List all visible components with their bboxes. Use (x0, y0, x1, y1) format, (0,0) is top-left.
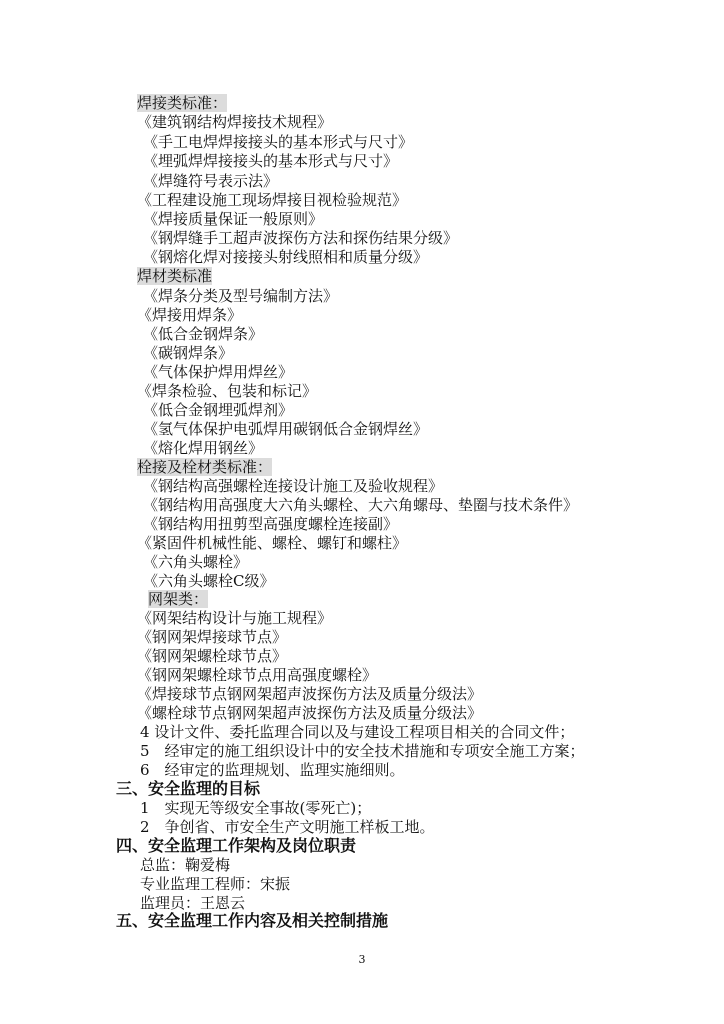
basis-item: 6 经审定的监理规划、监理实施细则。 (140, 761, 405, 779)
standard-item: 《六角头螺栓C级》 (143, 572, 275, 590)
standard-item: 《网架结构设计与施工规程》 (137, 609, 333, 627)
section-5-title: 五、安全监理工作内容及相关控制措施 (116, 911, 389, 930)
standard-item: 《紧固件机械性能、螺栓、螺钉和螺柱》 (137, 534, 408, 552)
standard-item: 《埋弧焊焊接接头的基本形式与尺寸》 (143, 152, 399, 170)
goal-item: 2 争创省、市安全生产文明施工样板工地。 (140, 818, 435, 836)
weld-material-heading: 焊材类标准 (137, 267, 213, 285)
basis-item: 5 经审定的施工组织设计中的安全技术措施和专项安全施工方案； (140, 742, 585, 760)
standard-item: 《焊接用焊条》 (137, 306, 243, 324)
welding-standards-heading: 焊接类标准： (137, 94, 228, 112)
standard-item: 《钢结构用扭剪型高强度螺栓连接副》 (143, 515, 399, 533)
standard-item: 《钢焊缝手工超声波探伤方法和探伤结果分级》 (143, 229, 459, 247)
page-number: 3 (358, 953, 366, 966)
standard-item: 《焊接质量保证一般原则》 (143, 210, 324, 228)
goal-item: 1 实现无等级安全事故(零死亡)； (140, 799, 372, 817)
staff-item: 监理员：王恩云 (140, 894, 246, 912)
standard-item: 《低合金钢埋弧焊剂》 (143, 401, 294, 419)
standard-item: 《螺栓球节点钢网架超声波探伤方法及质量分级法》 (137, 704, 483, 722)
standard-item: 《碳钢焊条》 (143, 344, 234, 362)
standard-item: 《焊条分类及型号编制方法》 (143, 287, 339, 305)
standard-item: 《焊条检验、包装和标记》 (137, 382, 318, 400)
standard-item: 《熔化焊用钢丝》 (143, 439, 264, 457)
standard-item: 《低合金钢焊条》 (143, 325, 264, 343)
standard-item: 《焊接球节点钢网架超声波探伤方法及质量分级法》 (137, 685, 483, 703)
standard-item: 《工程建设施工现场焊接目视检验规范》 (137, 191, 408, 209)
grid-standards-heading: 网架类： (148, 590, 209, 608)
bolt-standards-heading: 栓接及栓材类标准： (137, 458, 273, 476)
basis-item: 4 设计文件、委托监理合同以及与建设工程项目相关的合同文件； (140, 723, 575, 741)
standard-item: 《氢气体保护电弧焊用碳钢低合金钢焊丝》 (143, 420, 429, 438)
staff-item: 专业监理工程师：宋振 (140, 875, 291, 893)
standard-item: 《建筑钢结构焊接技术规程》 (137, 113, 333, 131)
standard-item: 《钢网架焊接球节点》 (137, 628, 288, 646)
standard-item: 《焊缝符号表示法》 (143, 172, 279, 190)
section-4-title: 四、安全监理工作架构及岗位职责 (116, 836, 357, 855)
staff-item: 总监：鞠爱梅 (140, 856, 231, 874)
standard-item: 《钢网架螺栓球节点用高强度螺栓》 (137, 666, 378, 684)
standard-item: 《钢网架螺栓球节点》 (137, 647, 288, 665)
standard-item: 《气体保护焊用焊丝》 (143, 363, 294, 381)
standard-item: 《钢结构高强螺栓连接设计施工及验收规程》 (143, 477, 444, 495)
standard-item: 《钢结构用高强度大六角头螺栓、大六角螺母、垫圈与技术条件》 (143, 496, 579, 514)
standard-item: 《六角头螺栓》 (143, 553, 249, 571)
standard-item: 《手工电焊焊接接头的基本形式与尺寸》 (143, 133, 414, 151)
standard-item: 《钢熔化焊对接接头射线照相和质量分级》 (143, 248, 429, 266)
section-3-title: 三、安全监理的目标 (116, 779, 261, 798)
